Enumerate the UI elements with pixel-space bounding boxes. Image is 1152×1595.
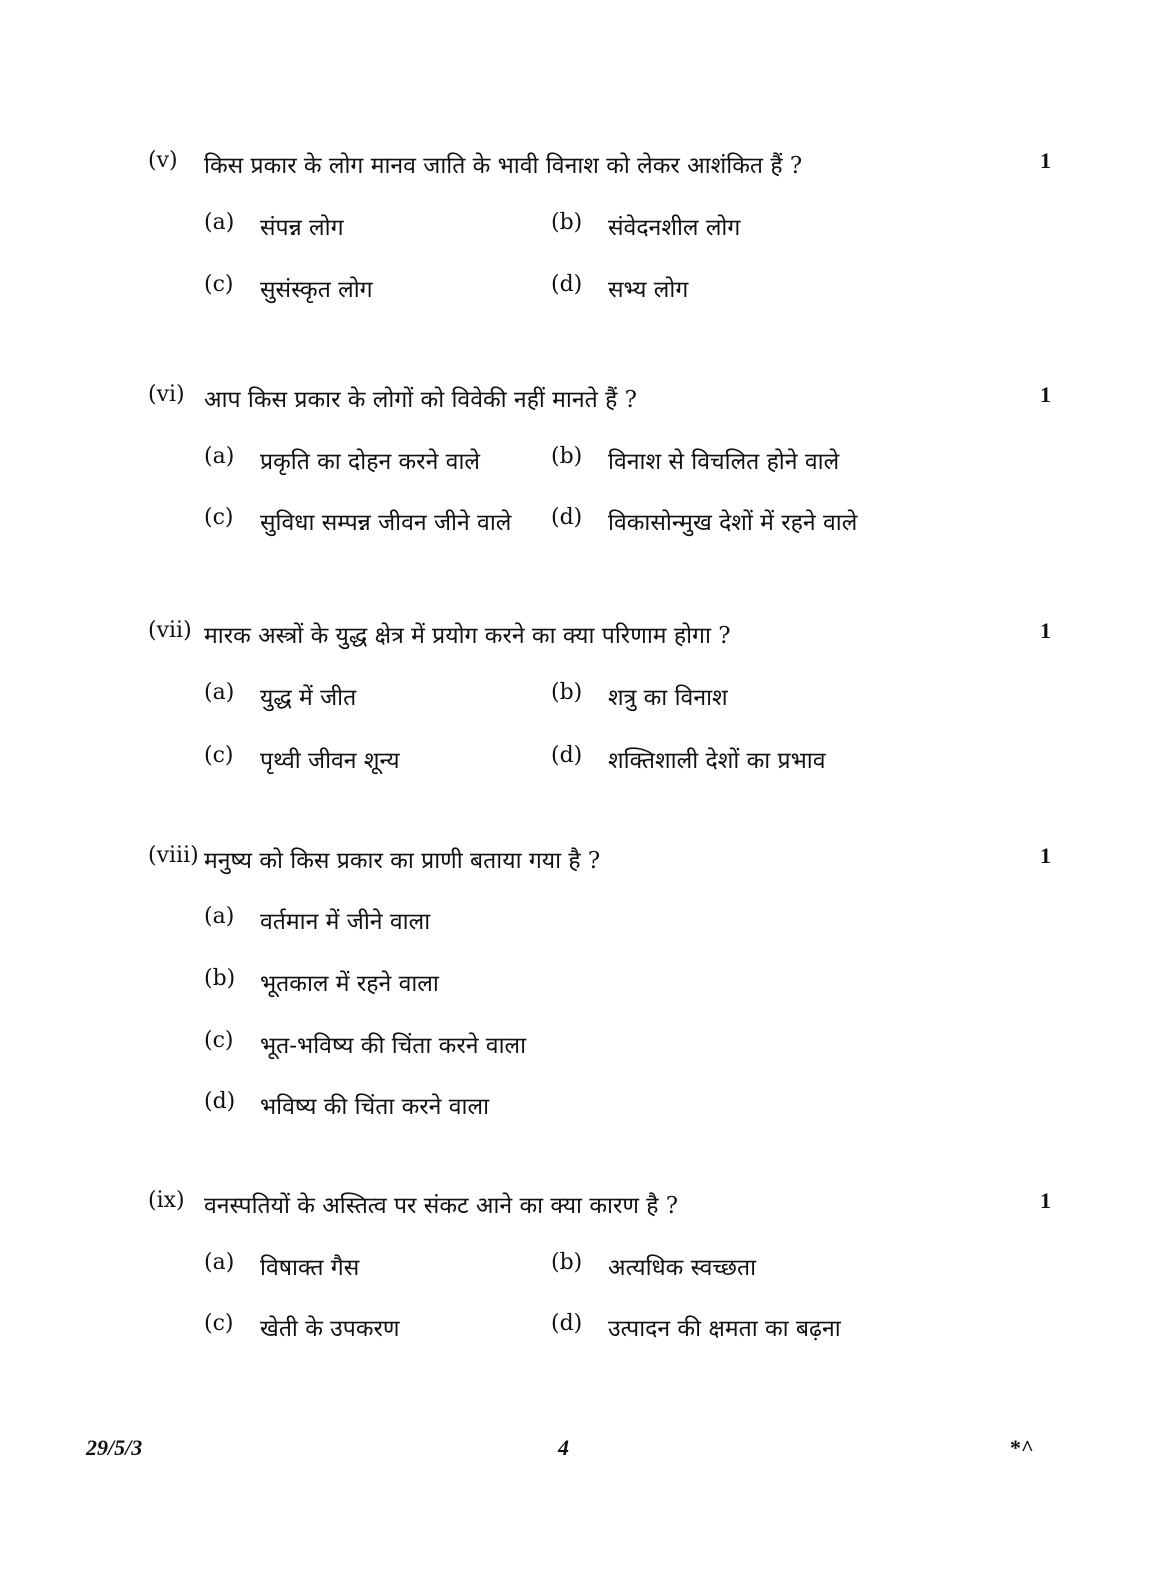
- option-label: (d): [551, 505, 583, 530]
- option-text: भूतकाल में रहने वाला: [260, 971, 439, 997]
- option-text: विनाश से विचलित होने वाले: [608, 449, 840, 475]
- question-text: वनस्पतियों के अस्तित्व पर संकट आने का क्या कारण है ?: [204, 1193, 679, 1219]
- question-text: आप किस प्रकार के लोगों को विवेकी नहीं मानते हैं ?: [204, 387, 637, 413]
- question-marks: 1: [1040, 843, 1051, 868]
- option-label: (a): [204, 1250, 235, 1275]
- option-text: सभ्य लोग: [608, 277, 689, 303]
- option-text: विकासोन्मुख देशों में रहने वाले: [608, 510, 858, 536]
- question-text: मारक अस्त्रों के युद्ध क्षेत्र में प्रयोग करने का क्या परिणाम होगा ?: [204, 623, 731, 649]
- option-text: सुसंस्कृत लोग: [260, 277, 373, 303]
- question-number: (ix): [148, 1188, 185, 1213]
- option-text: विषाक्त गैस: [260, 1255, 360, 1281]
- option-text: उत्पादन की क्षमता का बढ़ना: [608, 1316, 841, 1342]
- option-label: (d): [551, 272, 583, 297]
- option-text: भूत-भविष्य की चिंता करने वाला: [260, 1033, 527, 1059]
- option-label: (a): [204, 210, 235, 235]
- option-label: (b): [551, 680, 583, 705]
- option-text: संपन्न लोग: [260, 215, 344, 241]
- option-label: (b): [551, 444, 583, 469]
- option-text: संवेदनशील लोग: [608, 215, 741, 241]
- question-marks: 1: [1040, 1188, 1051, 1213]
- option-label: (c): [204, 272, 234, 297]
- option-label: (d): [551, 743, 583, 768]
- question-number: (v): [148, 148, 178, 173]
- paper-code: 29/5/3: [86, 1435, 143, 1460]
- question-marks: 1: [1040, 382, 1051, 407]
- question-number: (vii): [148, 618, 192, 643]
- question-marks: 1: [1040, 618, 1051, 643]
- option-label: (c): [204, 505, 234, 530]
- page-number: 4: [558, 1435, 569, 1460]
- option-label: (d): [551, 1311, 583, 1336]
- option-label: (b): [204, 966, 236, 991]
- option-label: (c): [204, 1028, 234, 1053]
- option-label: (a): [204, 444, 235, 469]
- option-text: भविष्य की चिंता करने वाला: [260, 1094, 490, 1120]
- option-text: वर्तमान में जीने वाला: [260, 909, 431, 935]
- option-label: (c): [204, 743, 234, 768]
- option-label: (d): [204, 1089, 236, 1114]
- question-text: मनुष्य को किस प्रकार का प्राणी बताया गया है ?: [204, 848, 601, 874]
- question-marks: 1: [1040, 148, 1051, 173]
- option-label: (a): [204, 680, 235, 705]
- question-number: (viii): [148, 843, 199, 868]
- option-text: सुविधा सम्पन्न जीवन जीने वाले: [260, 510, 512, 536]
- option-label: (a): [204, 904, 235, 929]
- option-text: प्रकृति का दोहन करने वाले: [260, 449, 481, 475]
- option-label: (c): [204, 1311, 234, 1336]
- option-label: (b): [551, 1250, 583, 1275]
- footer-mark: *^: [1010, 1435, 1034, 1460]
- question-number: (vi): [148, 382, 185, 407]
- option-text: शत्रु का विनाश: [608, 685, 728, 711]
- option-text: पृथ्वी जीवन शून्य: [260, 748, 400, 774]
- option-label: (b): [551, 210, 583, 235]
- option-text: शक्तिशाली देशों का प्रभाव: [608, 748, 826, 774]
- option-text: युद्ध में जीत: [260, 685, 357, 711]
- question-text: किस प्रकार के लोग मानव जाति के भावी विनाश को लेकर आशंकित हैं ?: [204, 153, 803, 179]
- option-text: अत्यधिक स्वच्छता: [608, 1255, 757, 1281]
- option-text: खेती के उपकरण: [260, 1316, 400, 1342]
